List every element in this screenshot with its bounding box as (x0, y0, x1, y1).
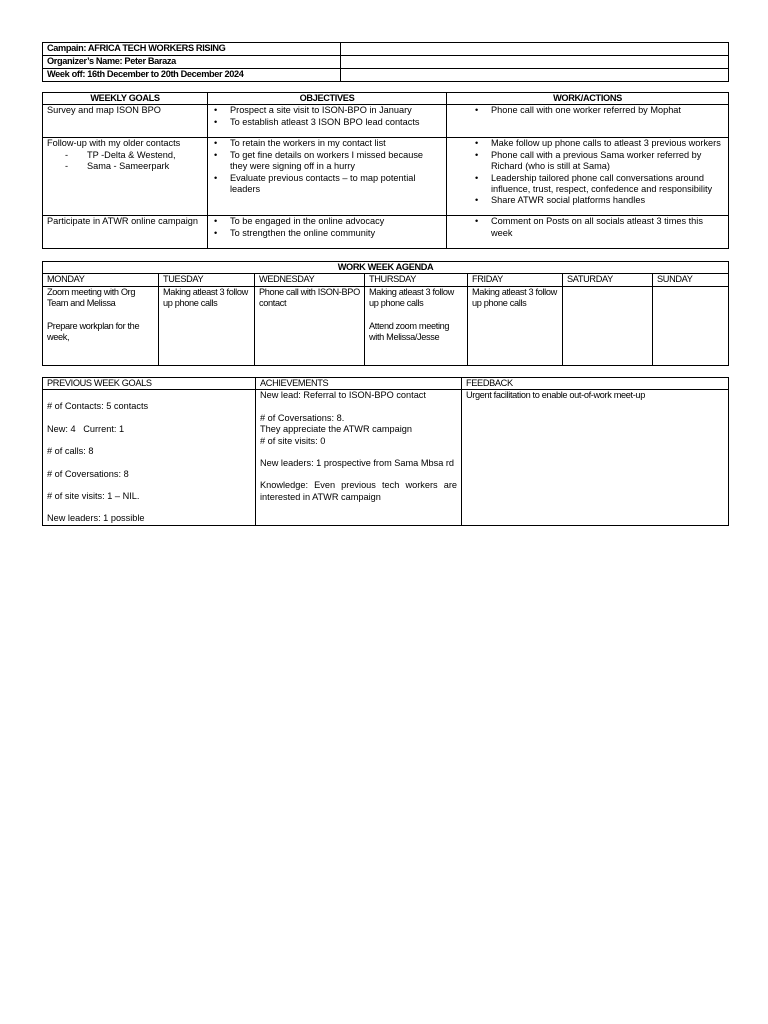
table-row (43, 138, 729, 216)
agenda-item: Making atleast 3 follow up phone calls (369, 286, 454, 309)
list-item: • Phone call with a previous Sama worker referred by Richard (who is still at Sama) (491, 150, 724, 173)
col-header-feedback: FEEDBACK (462, 378, 729, 390)
goals-table (42, 92, 729, 249)
list-item: • Phone call with one worker referred by Mophat (491, 105, 724, 116)
list-item: • To be engaged in the online advocacy (230, 216, 442, 227)
actions-cell (447, 216, 729, 249)
previous-goal-item: # of calls: 8 (47, 446, 94, 457)
previous-goal-item: New leaders: 1 possible (47, 513, 145, 524)
friday-cell (468, 286, 563, 365)
saturday-cell (563, 286, 653, 365)
objectives-cell (208, 216, 447, 249)
agenda-item: Zoom meeting with Org Team and Melissa (47, 286, 136, 309)
agenda-item: Attend zoom meeting with Melissa/Jesse (369, 320, 450, 343)
previous-goal-item: New: 4 Current: 1 (47, 423, 125, 434)
day-header-sunday: SUNDAY (653, 274, 729, 286)
list-item: • Comment on Posts on all socials atleast 3 times this week (491, 216, 724, 239)
col-header-achievements: ACHIEVEMENTS (256, 378, 462, 390)
objectives-cell (208, 138, 447, 216)
table-row (43, 105, 729, 138)
thursday-cell (365, 286, 468, 365)
agenda-item: Making atleast 3 follow up phone calls (163, 286, 248, 309)
col-header-work-actions: WORK/ACTIONS (447, 93, 729, 105)
list-item: • Share ATWR social platforms handles (491, 195, 724, 206)
goal-cell: Survey and map ISON BPO (43, 105, 208, 138)
week-range: Week off: 16th December to 20th December 2024 (43, 69, 341, 82)
actions-cell (447, 105, 729, 138)
goal-cell (43, 138, 208, 216)
tuesday-cell (159, 286, 255, 365)
list-item: • To get fine details on workers I missed because they were signing off in a hurry (230, 150, 442, 173)
previous-goal-item: # of Coversations: 8 (47, 468, 129, 479)
organizer-name: Organizer’s Name: Peter Baraza (43, 56, 341, 69)
agenda-table (42, 261, 729, 366)
list-item: • To establish atleast 3 ISON BPO lead contacts (230, 117, 442, 128)
list-item: - Sama - Sameerpark (87, 161, 203, 172)
achievement-item: # of site visits: 0 (260, 435, 326, 446)
list-item: • Prospect a site visit to ISON-BPO in January (230, 105, 442, 116)
sunday-cell (653, 286, 729, 365)
goal-text: Follow-up with my older contacts (47, 138, 181, 149)
actions-cell (447, 138, 729, 216)
achievement-item: They appreciate the ATWR campaign (260, 424, 413, 435)
day-header-saturday: SATURDAY (563, 274, 653, 286)
list-item: • Evaluate previous contacts – to map potential leaders (230, 173, 442, 196)
previous-goal-item: # of site visits: 1 – NIL. (47, 491, 140, 502)
achievement-item: New lead: Referral to ISON-BPO contact (260, 390, 426, 401)
col-header-objectives: OBJECTIVES (208, 93, 447, 105)
col-header-weekly-goals: WEEKLY GOALS (43, 93, 208, 105)
list-item: • To strengthen the online community (230, 228, 442, 239)
day-header-friday: FRIDAY (468, 274, 563, 286)
previous-goal-item: # of Contacts: 5 contacts (47, 401, 149, 412)
day-header-tuesday: TUESDAY (159, 274, 255, 286)
objectives-cell (208, 105, 447, 138)
agenda-item: Making atleast 3 follow up phone calls (472, 286, 557, 309)
day-header-wednesday: WEDNESDAY (255, 274, 365, 286)
monday-cell (43, 286, 159, 365)
achievement-item: New leaders: 1 prospective from Sama Mbsa rd (260, 458, 455, 469)
achievement-item: Knowledge: Even previous tech workers are interested in ATWR campaign (260, 480, 457, 502)
achievements-cell (256, 390, 462, 525)
agenda-item: Phone call with ISON-BPO contact (259, 286, 360, 309)
list-item: • Make follow up phone calls to atleast 3 previous workers (491, 138, 724, 149)
day-header-thursday: THURSDAY (365, 274, 468, 286)
header-table (42, 42, 729, 82)
list-item: • Leadership tailored phone call conversations around influence, trust, respect, confedence and responsibility (491, 173, 724, 196)
review-table (42, 377, 729, 526)
agenda-item: Prepare workplan for the week, (47, 320, 140, 343)
campaign-name: Campain: AFRICA TECH WORKERS RISING (43, 43, 341, 56)
day-header-monday: MONDAY (43, 274, 159, 286)
list-item: - TP -Delta & Westend, (87, 150, 203, 161)
feedback-text: Urgent facilitation to enable out-of-work meet-up (466, 390, 645, 401)
list-item: • To retain the workers in my contact list (230, 138, 442, 149)
goal-cell: Participate in ATWR online campaign (43, 216, 208, 249)
table-row (43, 216, 729, 249)
agenda-title: WORK WEEK AGENDA (43, 262, 729, 274)
achievement-item: # of Coversations: 8. (260, 412, 345, 423)
feedback-cell (462, 390, 729, 525)
wednesday-cell (255, 286, 365, 365)
col-header-previous-goals: PREVIOUS WEEK GOALS (43, 378, 256, 390)
previous-goals-cell (43, 390, 256, 525)
